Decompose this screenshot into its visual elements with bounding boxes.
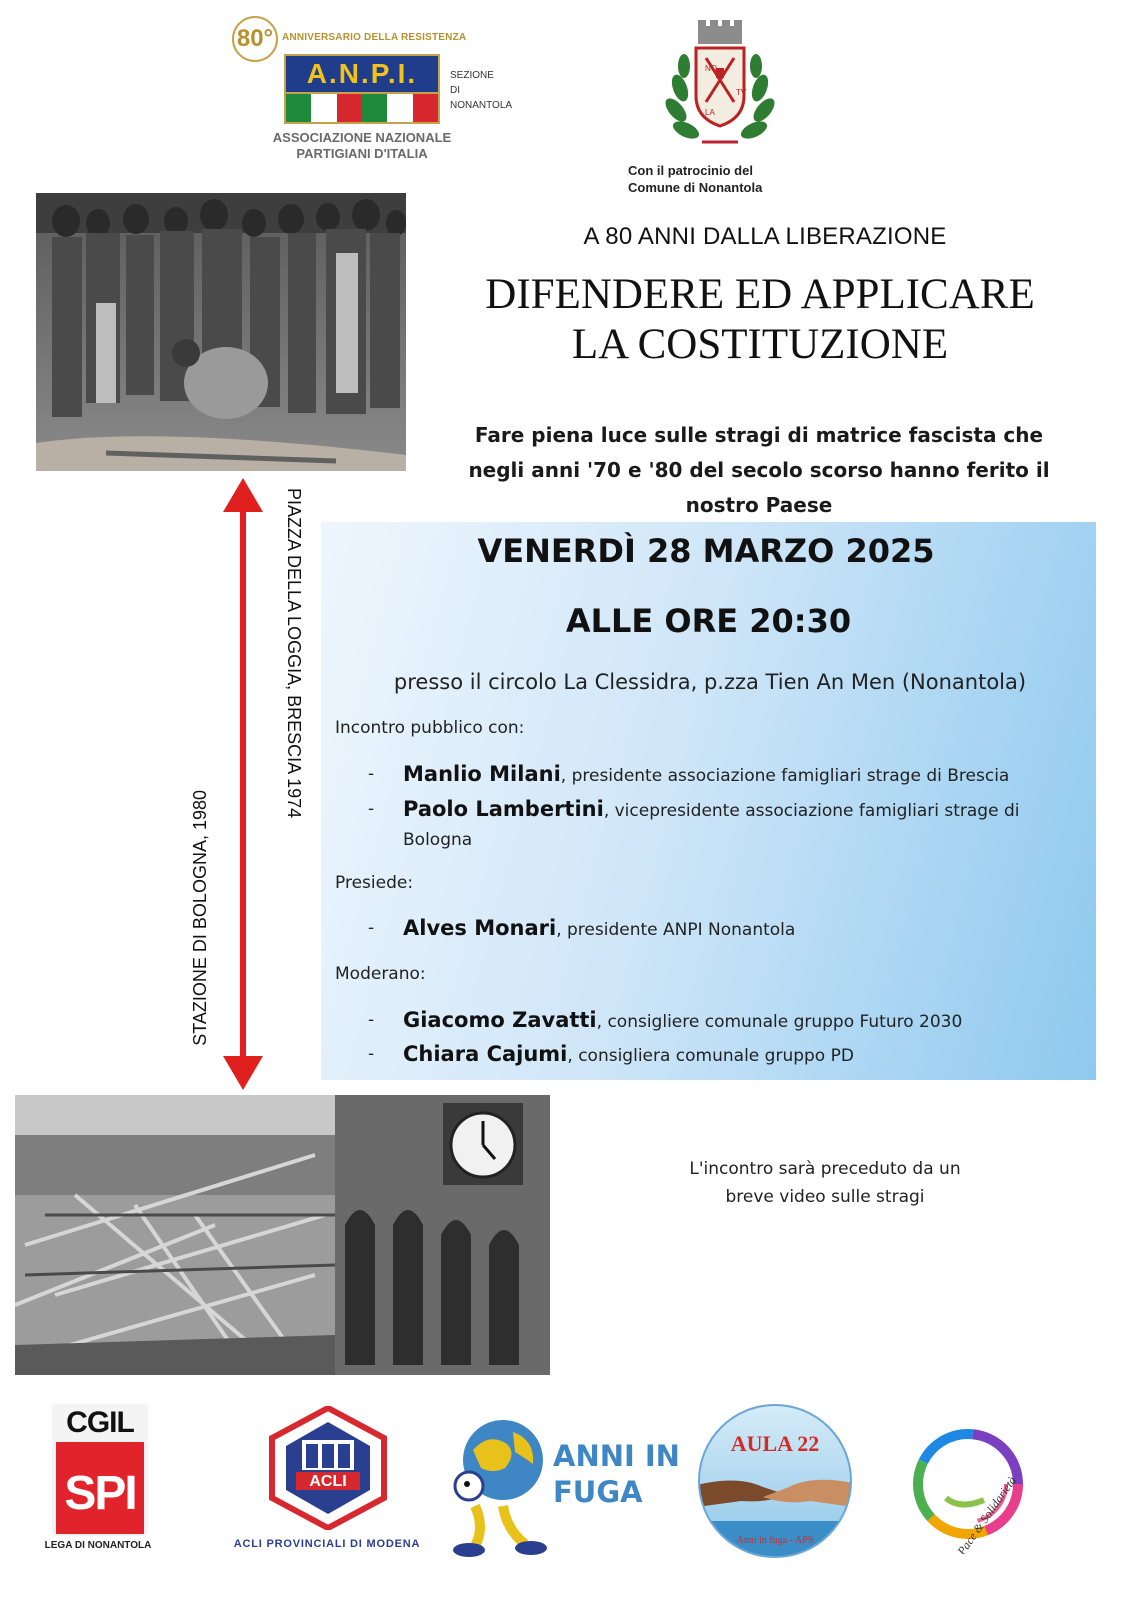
cgil-text: CGIL bbox=[66, 1406, 134, 1439]
anpi-section-label: SEZIONE DI NONANTOLA bbox=[450, 70, 513, 111]
crest-text-top: NO bbox=[705, 64, 717, 73]
acli-subtitle: ACLI PROVINCIALI DI MODENA bbox=[233, 1538, 421, 1550]
anpi-logo bbox=[232, 10, 522, 160]
anniversary-text: ANNIVERSARIO DELLA RESISTENZA bbox=[282, 32, 467, 43]
subtitle: A 80 ANNI DALLA LIBERAZIONE bbox=[583, 223, 947, 250]
rainbow-ring-icon bbox=[898, 1414, 1038, 1554]
anni-in-fuga-logo bbox=[445, 1410, 685, 1560]
caption-brescia: PIAZZA DELLA LOGGIA, BRESCIA 1974 bbox=[284, 488, 304, 819]
photo-piazza-della-loggia bbox=[36, 193, 406, 471]
crest-text-bottom: LA bbox=[705, 108, 715, 117]
moderator-item: - Chiara Cajumi, consigliera comunale gruppo PD bbox=[368, 1042, 854, 1066]
acli-emblem-text: ACLI bbox=[309, 1473, 347, 1490]
chair-heading: Presiede: bbox=[335, 873, 414, 893]
anpi-name: A.N.P.I. bbox=[306, 58, 418, 89]
main-title: DIFENDERE ED APPLICARE LA COSTITUZIONE bbox=[485, 271, 1035, 368]
event-time: ALLE ORE 20:30 bbox=[565, 602, 852, 640]
comune-crest-icon bbox=[650, 18, 790, 158]
cgil-spi-logo bbox=[44, 1400, 152, 1560]
anni-in-fuga-text: ANNI IN FUGA bbox=[553, 1439, 680, 1509]
brescia-crowd-image bbox=[36, 193, 406, 471]
anpi-association-name: ASSOCIAZIONE NAZIONALE PARTIGIANI D'ITALIA bbox=[272, 130, 452, 161]
italian-flag-band bbox=[284, 94, 440, 124]
acli-logo bbox=[232, 1400, 422, 1560]
pace-text: Pace & Solidarietà bbox=[954, 1473, 1020, 1554]
speaker-item: - Paolo Lambertini, vicepresidente associazione famigliari strage di Bologna bbox=[368, 797, 1020, 850]
crest-text-right: TV bbox=[736, 88, 747, 97]
running-globe-icon bbox=[445, 1410, 555, 1560]
bologna-station-image bbox=[15, 1095, 550, 1375]
moderator-item: - Giacomo Zavatti, consigliere comunale gruppo Futuro 2030 bbox=[368, 1008, 963, 1032]
event-date: VENERDÌ 28 MARZO 2025 bbox=[477, 532, 935, 570]
spi-subtitle: LEGA DI NONANTOLA bbox=[44, 1540, 152, 1551]
caption-bologna: STAZIONE DI BOLOGNA, 1980 bbox=[190, 790, 210, 1046]
aula-title: AULA 22 bbox=[730, 1431, 820, 1456]
pace-solidarieta-logo bbox=[898, 1414, 1038, 1554]
speaker-item: - Manlio Milani, presidente associazione famigliari strage di Brescia bbox=[368, 762, 1010, 786]
handshake-icon bbox=[697, 1403, 853, 1559]
acli-emblem-icon bbox=[268, 1406, 388, 1530]
double-arrow-icon bbox=[220, 478, 266, 1090]
event-venue: presso il circolo La Clessidra, p.zza Tien An Men (Nonantola) bbox=[393, 670, 1027, 694]
lead-text: Fare piena luce sulle stragi di matrice fascista che negli anni '70 e '80 del secolo scorso hanno ferito il nostro Paese bbox=[468, 423, 1050, 517]
speakers-heading: Incontro pubblico con: bbox=[335, 718, 525, 738]
photo-stazione-bologna bbox=[15, 1095, 550, 1375]
spi-text: SPI bbox=[64, 1467, 136, 1520]
chair-item: - Alves Monari, presidente ANPI Nonantola bbox=[368, 916, 796, 940]
comune-logo bbox=[620, 18, 800, 195]
moderators-heading: Moderano: bbox=[335, 964, 426, 984]
patronage-text: Con il patrocinio del Comune di Nonantola bbox=[628, 163, 763, 195]
note-text: L'incontro sarà preceduto da un breve video sulle stragi bbox=[689, 1159, 961, 1207]
aula-22-logo bbox=[697, 1403, 853, 1559]
aula-subtitle: Anni in fuga - APS bbox=[736, 1535, 814, 1546]
anniversary-badge: 80° bbox=[232, 16, 278, 62]
